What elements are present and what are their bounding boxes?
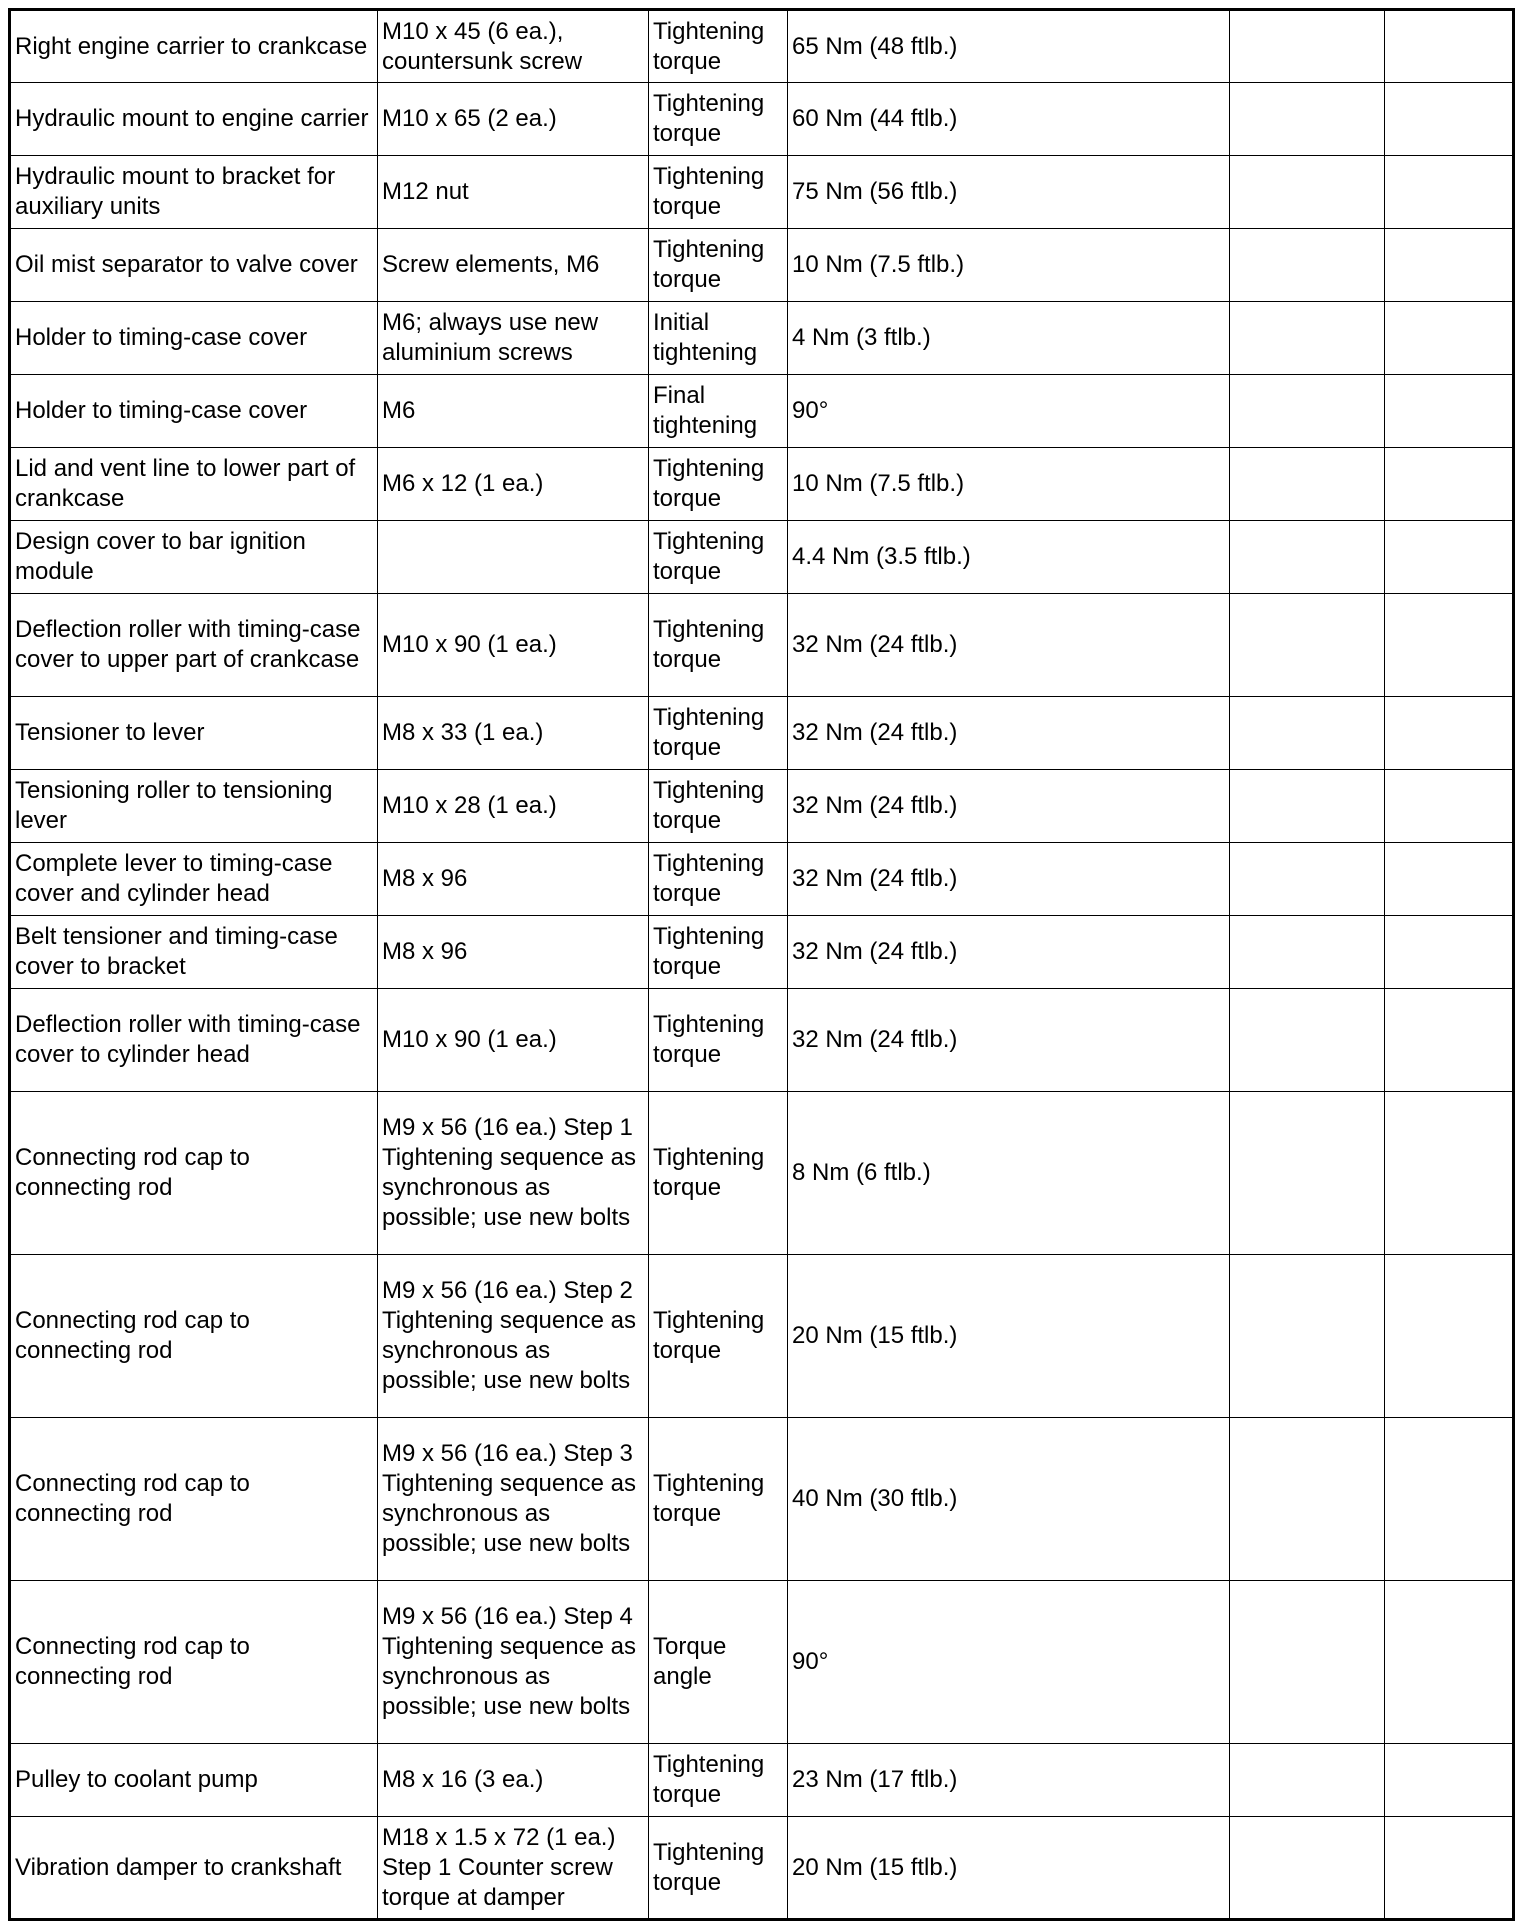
table-row xyxy=(10,843,1514,916)
component-cell: Right engine carrier to crankcase xyxy=(10,10,378,83)
spec-type-cell: Tightening torque xyxy=(649,229,788,302)
empty-cell xyxy=(1385,989,1514,1092)
table-row xyxy=(10,916,1514,989)
table-row xyxy=(10,989,1514,1092)
component-cell: Belt tensioner and timing-case cover to bracket xyxy=(10,916,378,989)
fastener-cell: M18 x 1.5 x 72 (1 ea.) Step 1 Counter screw torque at damper xyxy=(378,1817,649,1920)
spec-type-cell: Initial tightening xyxy=(649,302,788,375)
spec-type-cell: Tightening torque xyxy=(649,1744,788,1817)
empty-cell xyxy=(1385,1255,1514,1418)
table-row xyxy=(10,1817,1514,1920)
spec-type-cell: Tightening torque xyxy=(649,10,788,83)
empty-cell xyxy=(1230,1744,1385,1817)
component-cell: Vibration damper to crankshaft xyxy=(10,1817,378,1920)
empty-cell xyxy=(1385,1581,1514,1744)
fastener-cell: M9 x 56 (16 ea.) Step 2 Tightening sequence as synchronous as possible; use new bolts xyxy=(378,1255,649,1418)
table-row xyxy=(10,1092,1514,1255)
spec-type-cell: Tightening torque xyxy=(649,770,788,843)
empty-cell xyxy=(1385,375,1514,448)
empty-cell xyxy=(1230,1255,1385,1418)
spec-value-cell: 20 Nm (15 ftlb.) xyxy=(788,1255,1230,1418)
empty-cell xyxy=(1230,1581,1385,1744)
component-cell: Connecting rod cap to connecting rod xyxy=(10,1418,378,1581)
spec-value-cell: 10 Nm (7.5 ftlb.) xyxy=(788,229,1230,302)
spec-value-cell: 4.4 Nm (3.5 ftlb.) xyxy=(788,521,1230,594)
fastener-cell: M12 nut xyxy=(378,156,649,229)
empty-cell xyxy=(1230,10,1385,83)
fastener-cell: M6 x 12 (1 ea.) xyxy=(378,448,649,521)
component-cell: Oil mist separator to valve cover xyxy=(10,229,378,302)
spec-type-cell: Tightening torque xyxy=(649,521,788,594)
fastener-cell: M8 x 33 (1 ea.) xyxy=(378,697,649,770)
fastener-cell: M8 x 16 (3 ea.) xyxy=(378,1744,649,1817)
empty-cell xyxy=(1230,1092,1385,1255)
spec-value-cell: 90° xyxy=(788,375,1230,448)
empty-cell xyxy=(1385,448,1514,521)
fastener-cell: M8 x 96 xyxy=(378,843,649,916)
empty-cell xyxy=(1385,1817,1514,1920)
fastener-cell: M10 x 28 (1 ea.) xyxy=(378,770,649,843)
component-cell: Deflection roller with timing-case cover to upper part of crankcase xyxy=(10,594,378,697)
spec-type-cell: Torque angle xyxy=(649,1581,788,1744)
table-row xyxy=(10,1418,1514,1581)
fastener-cell: M10 x 45 (6 ea.), countersunk screw xyxy=(378,10,649,83)
spec-value-cell: 60 Nm (44 ftlb.) xyxy=(788,83,1230,156)
empty-cell xyxy=(1230,448,1385,521)
fastener-cell: M9 x 56 (16 ea.) Step 3 Tightening sequence as synchronous as possible; use new bolts xyxy=(378,1418,649,1581)
fastener-cell: M10 x 90 (1 ea.) xyxy=(378,989,649,1092)
table-body xyxy=(10,10,1514,1920)
empty-cell xyxy=(1385,10,1514,83)
component-cell: Tensioning roller to tensioning lever xyxy=(10,770,378,843)
spec-value-cell: 75 Nm (56 ftlb.) xyxy=(788,156,1230,229)
component-cell: Pulley to coolant pump xyxy=(10,1744,378,1817)
empty-cell xyxy=(1385,302,1514,375)
table-row xyxy=(10,302,1514,375)
table-row xyxy=(10,83,1514,156)
fastener-cell: M6; always use new aluminium screws xyxy=(378,302,649,375)
spec-type-cell: Tightening torque xyxy=(649,156,788,229)
table-row xyxy=(10,1581,1514,1744)
spec-value-cell: 8 Nm (6 ftlb.) xyxy=(788,1092,1230,1255)
spec-value-cell: 32 Nm (24 ftlb.) xyxy=(788,843,1230,916)
spec-value-cell: 40 Nm (30 ftlb.) xyxy=(788,1418,1230,1581)
table-row xyxy=(10,1255,1514,1418)
component-cell: Hydraulic mount to engine carrier xyxy=(10,83,378,156)
fastener-cell: M10 x 65 (2 ea.) xyxy=(378,83,649,156)
table-row xyxy=(10,229,1514,302)
table-row xyxy=(10,156,1514,229)
empty-cell xyxy=(1230,229,1385,302)
component-cell: Holder to timing-case cover xyxy=(10,302,378,375)
component-cell: Deflection roller with timing-case cover to cylinder head xyxy=(10,989,378,1092)
component-cell: Complete lever to timing-case cover and cylinder head xyxy=(10,843,378,916)
empty-cell xyxy=(1385,83,1514,156)
empty-cell xyxy=(1385,770,1514,843)
component-cell: Design cover to bar ignition module xyxy=(10,521,378,594)
fastener-cell: M10 x 90 (1 ea.) xyxy=(378,594,649,697)
table-row xyxy=(10,594,1514,697)
spec-value-cell: 4 Nm (3 ftlb.) xyxy=(788,302,1230,375)
empty-cell xyxy=(1385,229,1514,302)
spec-type-cell: Tightening torque xyxy=(649,1817,788,1920)
empty-cell xyxy=(1385,156,1514,229)
table-row xyxy=(10,10,1514,83)
component-cell: Connecting rod cap to connecting rod xyxy=(10,1255,378,1418)
table-row xyxy=(10,1744,1514,1817)
spec-value-cell: 10 Nm (7.5 ftlb.) xyxy=(788,448,1230,521)
empty-cell xyxy=(1230,83,1385,156)
component-cell: Connecting rod cap to connecting rod xyxy=(10,1092,378,1255)
fastener-cell xyxy=(378,521,649,594)
spec-type-cell: Tightening torque xyxy=(649,916,788,989)
fastener-cell: M6 xyxy=(378,375,649,448)
spec-value-cell: 32 Nm (24 ftlb.) xyxy=(788,916,1230,989)
empty-cell xyxy=(1230,521,1385,594)
empty-cell xyxy=(1385,843,1514,916)
empty-cell xyxy=(1230,1418,1385,1581)
spec-type-cell: Tightening torque xyxy=(649,1418,788,1581)
empty-cell xyxy=(1230,302,1385,375)
empty-cell xyxy=(1230,594,1385,697)
empty-cell xyxy=(1385,697,1514,770)
spec-value-cell: 32 Nm (24 ftlb.) xyxy=(788,770,1230,843)
spec-value-cell: 32 Nm (24 ftlb.) xyxy=(788,697,1230,770)
empty-cell xyxy=(1230,989,1385,1092)
spec-value-cell: 32 Nm (24 ftlb.) xyxy=(788,989,1230,1092)
spec-type-cell: Tightening torque xyxy=(649,448,788,521)
table-row xyxy=(10,521,1514,594)
spec-type-cell: Tightening torque xyxy=(649,989,788,1092)
component-cell: Holder to timing-case cover xyxy=(10,375,378,448)
spec-value-cell: 23 Nm (17 ftlb.) xyxy=(788,1744,1230,1817)
fastener-cell: M9 x 56 (16 ea.) Step 1 Tightening sequence as synchronous as possible; use new bolts xyxy=(378,1092,649,1255)
empty-cell xyxy=(1230,843,1385,916)
empty-cell xyxy=(1385,594,1514,697)
fastener-cell: M9 x 56 (16 ea.) Step 4 Tightening sequence as synchronous as possible; use new bolts xyxy=(378,1581,649,1744)
spec-type-cell: Tightening torque xyxy=(649,1255,788,1418)
component-cell: Connecting rod cap to connecting rod xyxy=(10,1581,378,1744)
empty-cell xyxy=(1385,1418,1514,1581)
spec-value-cell: 20 Nm (15 ftlb.) xyxy=(788,1817,1230,1920)
spec-type-cell: Tightening torque xyxy=(649,843,788,916)
fastener-cell: Screw elements, M6 xyxy=(378,229,649,302)
spec-value-cell: 90° xyxy=(788,1581,1230,1744)
spec-type-cell: Tightening torque xyxy=(649,1092,788,1255)
spec-type-cell: Final tightening xyxy=(649,375,788,448)
empty-cell xyxy=(1385,916,1514,989)
spec-type-cell: Tightening torque xyxy=(649,697,788,770)
table-row xyxy=(10,770,1514,843)
spec-value-cell: 65 Nm (48 ftlb.) xyxy=(788,10,1230,83)
component-cell: Lid and vent line to lower part of crankcase xyxy=(10,448,378,521)
spec-type-cell: Tightening torque xyxy=(649,83,788,156)
empty-cell xyxy=(1385,1092,1514,1255)
component-cell: Tensioner to lever xyxy=(10,697,378,770)
torque-specification-table xyxy=(8,8,1515,1921)
table-row xyxy=(10,448,1514,521)
empty-cell xyxy=(1230,697,1385,770)
table-row xyxy=(10,697,1514,770)
empty-cell xyxy=(1385,521,1514,594)
table-row xyxy=(10,375,1514,448)
empty-cell xyxy=(1230,1817,1385,1920)
empty-cell xyxy=(1230,375,1385,448)
empty-cell xyxy=(1230,156,1385,229)
empty-cell xyxy=(1230,916,1385,989)
fastener-cell: M8 x 96 xyxy=(378,916,649,989)
spec-type-cell: Tightening torque xyxy=(649,594,788,697)
component-cell: Hydraulic mount to bracket for auxiliary units xyxy=(10,156,378,229)
empty-cell xyxy=(1385,1744,1514,1817)
spec-value-cell: 32 Nm (24 ftlb.) xyxy=(788,594,1230,697)
empty-cell xyxy=(1230,770,1385,843)
